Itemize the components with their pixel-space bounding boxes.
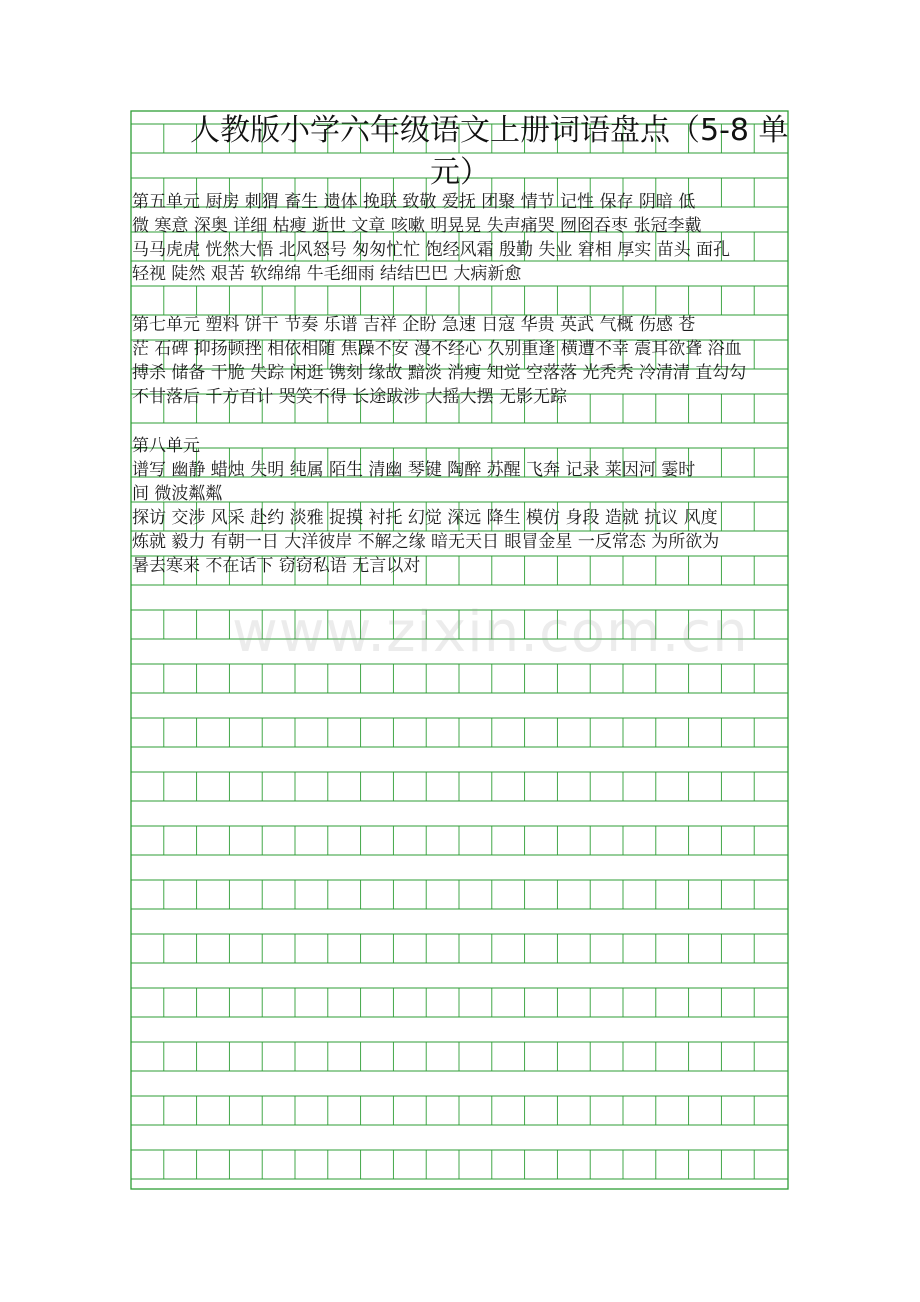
unit7-line-4: 不甘落后 千方百计 哭笑不得 长途跋涉 大摇大摆 无影无踪 — [132, 387, 568, 407]
watermark-text: www.zixin.com.cn — [232, 600, 749, 665]
unit5-line-2: 微 寒意 深奥 详细 枯瘦 逝世 文章 咳嗽 明晃晃 失声痛哭 囫囵吞枣 张冠李戴 — [132, 216, 702, 236]
page-title-continued: 元） — [430, 155, 490, 190]
unit7-line-2: 茫 石碑 抑扬顿挫 相依相随 焦躁不安 漫不经心 久别重逢 横遭不幸 震耳欲聋 浴血 — [132, 339, 742, 359]
unit8-line-2: 间 微波粼粼 — [132, 484, 223, 504]
unit7-line-1: 第七单元 塑料 饼干 节奏 乐谱 吉祥 企盼 急速 日寇 华贵 英武 气概 伤感 苍 — [132, 315, 696, 335]
page-title: 人教版小学六年级语文上册词语盘点（5-8 单 — [190, 113, 789, 148]
unit7-line-3: 搏杀 储备 干脆 失踪 闲逛 镌刻 缘故 黯淡 消瘦 知觉 空落落 光秃秃 冷清清 直勾勾 — [132, 363, 747, 383]
unit8-line-5: 暑去寒来 不在话下 窃窃私语 无言以对 — [132, 556, 421, 576]
unit5-line-3: 马马虎虎 恍然大悟 北风怒号 匆匆忙忙 饱经风霜 殷勤 失业 窘相 厚实 苗头 面孔 — [132, 240, 731, 260]
unit8-line-1: 谱写 幽静 蜡烛 失明 纯属 陌生 清幽 琴键 陶醉 苏醒 飞奔 记录 莱因河 霎时 — [132, 460, 696, 480]
unit8-heading: 第八单元 — [132, 436, 200, 456]
unit8-line-4: 炼就 毅力 有朝一日 大洋彼岸 不解之缘 暗无天日 眼冒金星 一反常态 为所欲为 — [132, 532, 720, 552]
unit8-line-3: 探访 交涉 风采 赴约 淡雅 捉摸 衬托 幻觉 深远 降生 模仿 身段 造就 抗议 风度 — [132, 508, 718, 528]
unit5-line-1: 第五单元 厨房 刺猬 畜生 遗体 挽联 致敬 爱抚 团聚 情节 记性 保存 阴暗 低 — [132, 192, 696, 212]
unit5-line-4: 轻视 陡然 艰苦 软绵绵 牛毛细雨 结结巴巴 大病新愈 — [132, 264, 522, 284]
